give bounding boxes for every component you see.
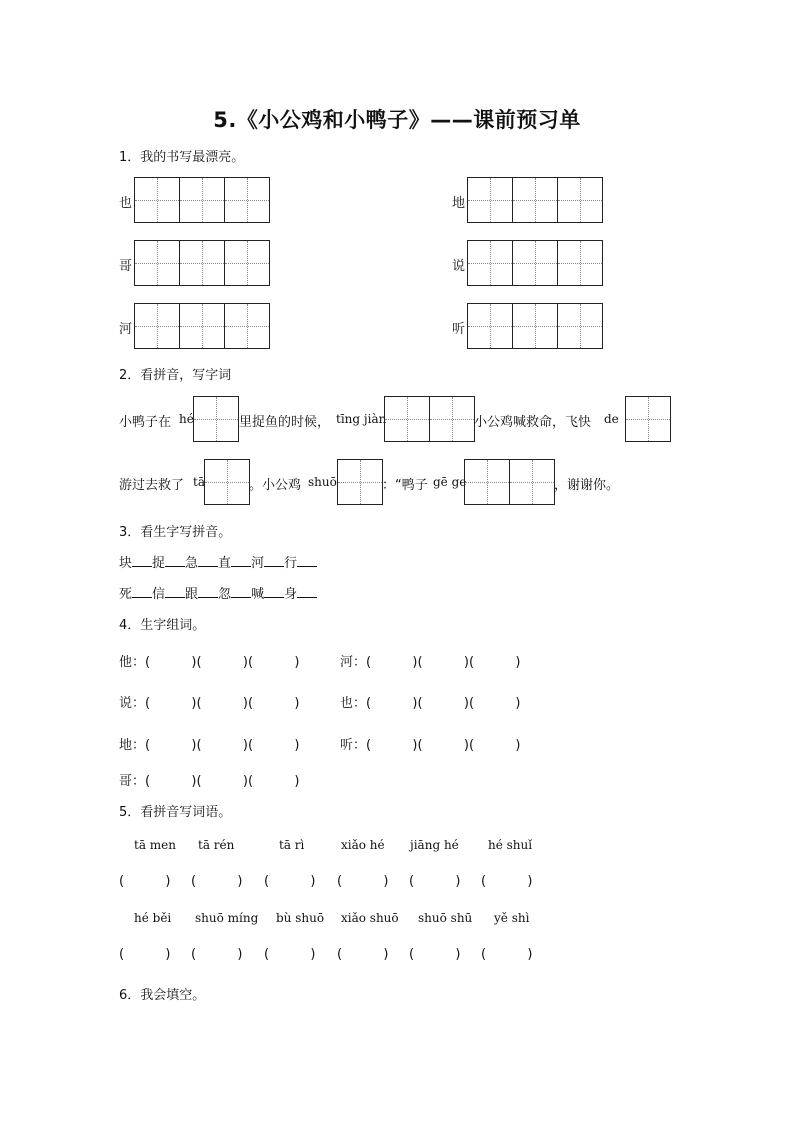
answer-blank[interactable] xyxy=(165,554,185,567)
q5-answer-paren[interactable]: ( ) xyxy=(409,874,461,889)
q3-char: 忽 xyxy=(218,587,232,602)
q1-grid-left-2[interactable] xyxy=(134,240,270,286)
q2-text-5: 。小公鸡 xyxy=(249,478,302,493)
q1-char-right-2: 说 xyxy=(452,259,466,274)
q4-char-label: 河： xyxy=(340,655,367,670)
q4-char-label: 哥： xyxy=(119,774,146,789)
q1-grid-right-2[interactable] xyxy=(467,240,603,286)
q5-pinyin: hé shuǐ xyxy=(488,838,533,852)
q2-pinyin-1: hé xyxy=(179,412,194,426)
q3-char: 捉 xyxy=(152,556,166,571)
q5-heading: 5．看拼音写词语。 xyxy=(119,805,232,820)
q5-pinyin: tā men xyxy=(134,838,176,852)
answer-blank[interactable] xyxy=(264,554,284,567)
q3-char: 死 xyxy=(119,587,133,602)
q2-box-3[interactable] xyxy=(625,396,671,442)
q2-pinyin-5: shuō xyxy=(308,475,337,489)
q5-pinyin: hé běi xyxy=(134,911,172,925)
q5-answer-paren[interactable]: ( ) xyxy=(481,874,533,889)
q1-char-left-3: 河 xyxy=(119,322,133,337)
q5-pinyin: jiāng hé xyxy=(410,838,459,852)
q4-char-label: 说： xyxy=(119,696,146,711)
q4-item-di[interactable] xyxy=(119,734,299,753)
q3-row-1 xyxy=(119,552,317,571)
q4-char-label: 地： xyxy=(119,738,146,753)
q2-box-4[interactable] xyxy=(204,459,250,505)
q1-grid-left-1[interactable] xyxy=(134,177,270,223)
q1-char-right-3: 听 xyxy=(452,322,466,337)
answer-blank[interactable] xyxy=(132,554,152,567)
q4-item-shuo[interactable] xyxy=(119,692,299,711)
q2-text-4: 游过去救了 xyxy=(119,478,185,493)
q4-item-ye[interactable] xyxy=(340,692,520,711)
q5-answer-paren[interactable]: ( ) xyxy=(337,874,389,889)
q4-parens[interactable]: ( )( )( ) xyxy=(145,655,300,670)
q4-parens[interactable]: ( )( )( ) xyxy=(366,738,521,753)
q5-answer-paren[interactable]: ( ) xyxy=(119,947,171,962)
q5-answer-paren[interactable]: ( ) xyxy=(481,947,533,962)
q5-pinyin: yě shì xyxy=(494,911,530,925)
q2-pinyin-4: tā xyxy=(193,475,205,489)
q3-row-2 xyxy=(119,583,317,602)
q5-pinyin: tā rén xyxy=(198,838,235,852)
q2-box-2[interactable] xyxy=(384,396,475,442)
q4-item-he[interactable] xyxy=(340,651,520,670)
q4-char-label: 他： xyxy=(119,655,146,670)
q3-char: 行 xyxy=(284,556,298,571)
q4-parens[interactable]: ( )( )( ) xyxy=(145,738,300,753)
q5-answer-paren[interactable]: ( ) xyxy=(409,947,461,962)
q3-char: 信 xyxy=(152,587,166,602)
q5-pinyin: xiǎo hé xyxy=(341,838,385,852)
q1-heading: 1．我的书写最漂亮。 xyxy=(119,150,245,165)
q3-char: 身 xyxy=(284,587,298,602)
q1-grid-right-1[interactable] xyxy=(467,177,603,223)
q3-char: 急 xyxy=(185,556,199,571)
q4-parens[interactable]: ( )( )( ) xyxy=(366,655,521,670)
q4-parens[interactable]: ( )( )( ) xyxy=(145,696,300,711)
q4-char-label: 听： xyxy=(340,738,367,753)
q2-box-6[interactable] xyxy=(464,459,555,505)
q3-char: 河 xyxy=(251,556,265,571)
q4-parens[interactable]: ( )( )( ) xyxy=(366,696,521,711)
q5-answer-paren[interactable]: ( ) xyxy=(264,874,316,889)
answer-blank[interactable] xyxy=(231,585,251,598)
q5-pinyin: tā rì xyxy=(279,838,305,852)
q2-text-2: 里捉鱼的时候， xyxy=(239,415,331,430)
q5-answer-paren[interactable]: ( ) xyxy=(337,947,389,962)
q4-char-label: 也： xyxy=(340,696,367,711)
q4-item-ta[interactable] xyxy=(119,651,299,670)
q5-answer-paren[interactable]: ( ) xyxy=(191,947,243,962)
q1-char-left-1: 也 xyxy=(119,196,133,211)
q4-item-ge[interactable] xyxy=(119,770,299,789)
q2-text-3: 小公鸡喊救命，飞快 xyxy=(474,415,592,430)
answer-blank[interactable] xyxy=(297,585,317,598)
q2-box-5[interactable] xyxy=(337,459,383,505)
q2-pinyin-6: gē ge xyxy=(433,475,467,489)
q2-heading: 2．看拼音，写字词 xyxy=(119,368,232,383)
q2-text-7: ，谢谢你。 xyxy=(554,478,620,493)
answer-blank[interactable] xyxy=(264,585,284,598)
q1-char-right-1: 地 xyxy=(452,196,466,211)
q5-pinyin: bù shuō xyxy=(276,911,325,925)
answer-blank[interactable] xyxy=(132,585,152,598)
q5-pinyin: xiǎo shuō xyxy=(341,911,399,925)
q2-pinyin-3: de xyxy=(604,412,619,426)
q4-parens[interactable]: ( )( )( ) xyxy=(145,774,300,789)
q2-pinyin-2: tīng jiàn xyxy=(336,412,387,426)
answer-blank[interactable] xyxy=(198,585,218,598)
q4-heading: 4．生字组词。 xyxy=(119,618,206,633)
q3-char: 块 xyxy=(119,556,133,571)
q3-char: 跟 xyxy=(185,587,199,602)
answer-blank[interactable] xyxy=(297,554,317,567)
answer-blank[interactable] xyxy=(165,585,185,598)
q5-pinyin: shuō míng xyxy=(195,911,259,925)
q5-answer-paren[interactable]: ( ) xyxy=(119,874,171,889)
answer-blank[interactable] xyxy=(231,554,251,567)
q6-heading: 6．我会填空。 xyxy=(119,988,206,1003)
q1-grid-left-3[interactable] xyxy=(134,303,270,349)
q5-answer-paren[interactable]: ( ) xyxy=(264,947,316,962)
q2-text-6: ：“鸭子 xyxy=(382,478,428,493)
answer-blank[interactable] xyxy=(198,554,218,567)
q2-box-1[interactable] xyxy=(193,396,239,442)
q3-char: 喊 xyxy=(251,587,265,602)
q1-grid-right-3[interactable] xyxy=(467,303,603,349)
q3-heading: 3．看生字写拼音。 xyxy=(119,525,232,540)
q2-text-1: 小鸭子在 xyxy=(119,415,172,430)
q5-answer-paren[interactable]: ( ) xyxy=(191,874,243,889)
q4-item-ting[interactable] xyxy=(340,734,520,753)
q1-char-left-2: 哥 xyxy=(119,259,133,274)
page-title: 5.《小公鸡和小鸭子》——课前预习单 xyxy=(213,108,581,132)
q5-pinyin: shuō shū xyxy=(418,911,473,925)
q3-char: 直 xyxy=(218,556,232,571)
